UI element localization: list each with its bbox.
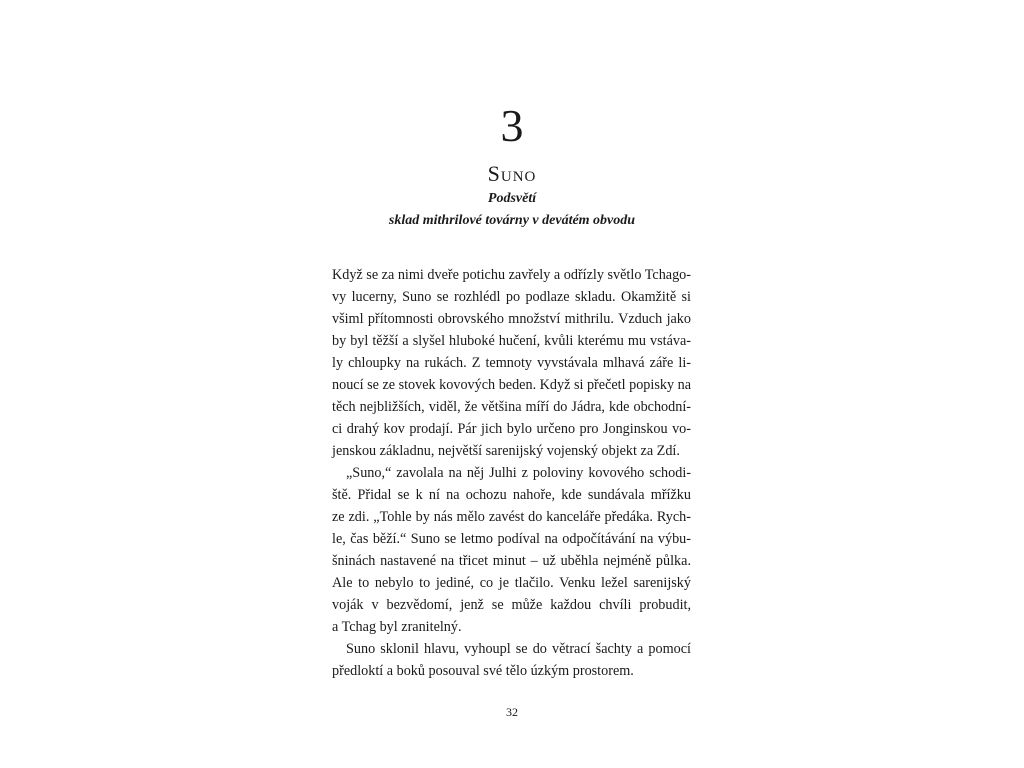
chapter-number: 3 [500,100,524,151]
text-line: ště. Přidal se k ní na ochozu nahoře, kde sundávala mřížku [332,487,691,503]
text-line: le, čas běží.“ Suno se letmo podíval na odpočítávání na výbu- [332,531,691,547]
text-line: Když se za nimi dveře potichu zavřely a odřízly světlo Tchago- [332,267,691,283]
location-line: Podsvětí [487,191,537,206]
text-line: a Tchag byl zranitelný. [332,619,462,635]
text-line: jenskou základnu, největší sarenijský vojenský objekt za Zdí. [332,443,680,459]
body-text [332,264,691,682]
chapter-location [0,188,1024,232]
text-line: noucí se ze stovek kovových beden. Když si přečetl popisky na [332,377,691,393]
text-line: šninách nastavené na třicet minut – už uběhla nejméně půlka. [332,553,691,569]
page-number: 32 [506,705,518,719]
text-line: Suno sklonil hlavu, vyhoupl se do větrací šachty a pomocí [346,641,691,657]
text-line: všiml přítomnosti obrovského množství mithrilu. Vzduch jako [332,311,691,327]
text-line: ze zdi. „Tohle by nás mělo zavést do kanceláře předáka. Rych- [332,509,691,525]
text-line: ci drahý kov prodají. Pár jich bylo určeno pro Jonginskou vo- [332,421,691,437]
text-line: předloktí a boků posouval své tělo úzkým prostorem. [332,663,634,679]
text-line: Ale to nebylo to jediné, co je tlačilo. Venku ležel sarenijský [332,575,691,591]
chapter-title: Suno [487,161,537,186]
text-line: vy lucerny, Suno se rozhlédl po podlaze skladu. Okamžitě si [332,289,691,305]
text-line: voják v bezvědomí, jenž se může každou chvíli probudit, [332,597,691,613]
text-line: by byl těžší a slyšel hluboké hučení, kvůli kterému mu vstáva- [332,333,691,349]
location-line: sklad mithrilové továrny v devátém obvodu [388,213,636,228]
text-line: „Suno,“ zavolala na něj Julhi z poloviny kovového schodi- [346,465,691,481]
text-line: těch nejbližších, viděl, že většina míří do Jádra, kde obchodní- [332,399,691,415]
text-line: ly chloupky na rukách. Z temnoty vyvstávala mlhavá záře li- [332,355,691,371]
